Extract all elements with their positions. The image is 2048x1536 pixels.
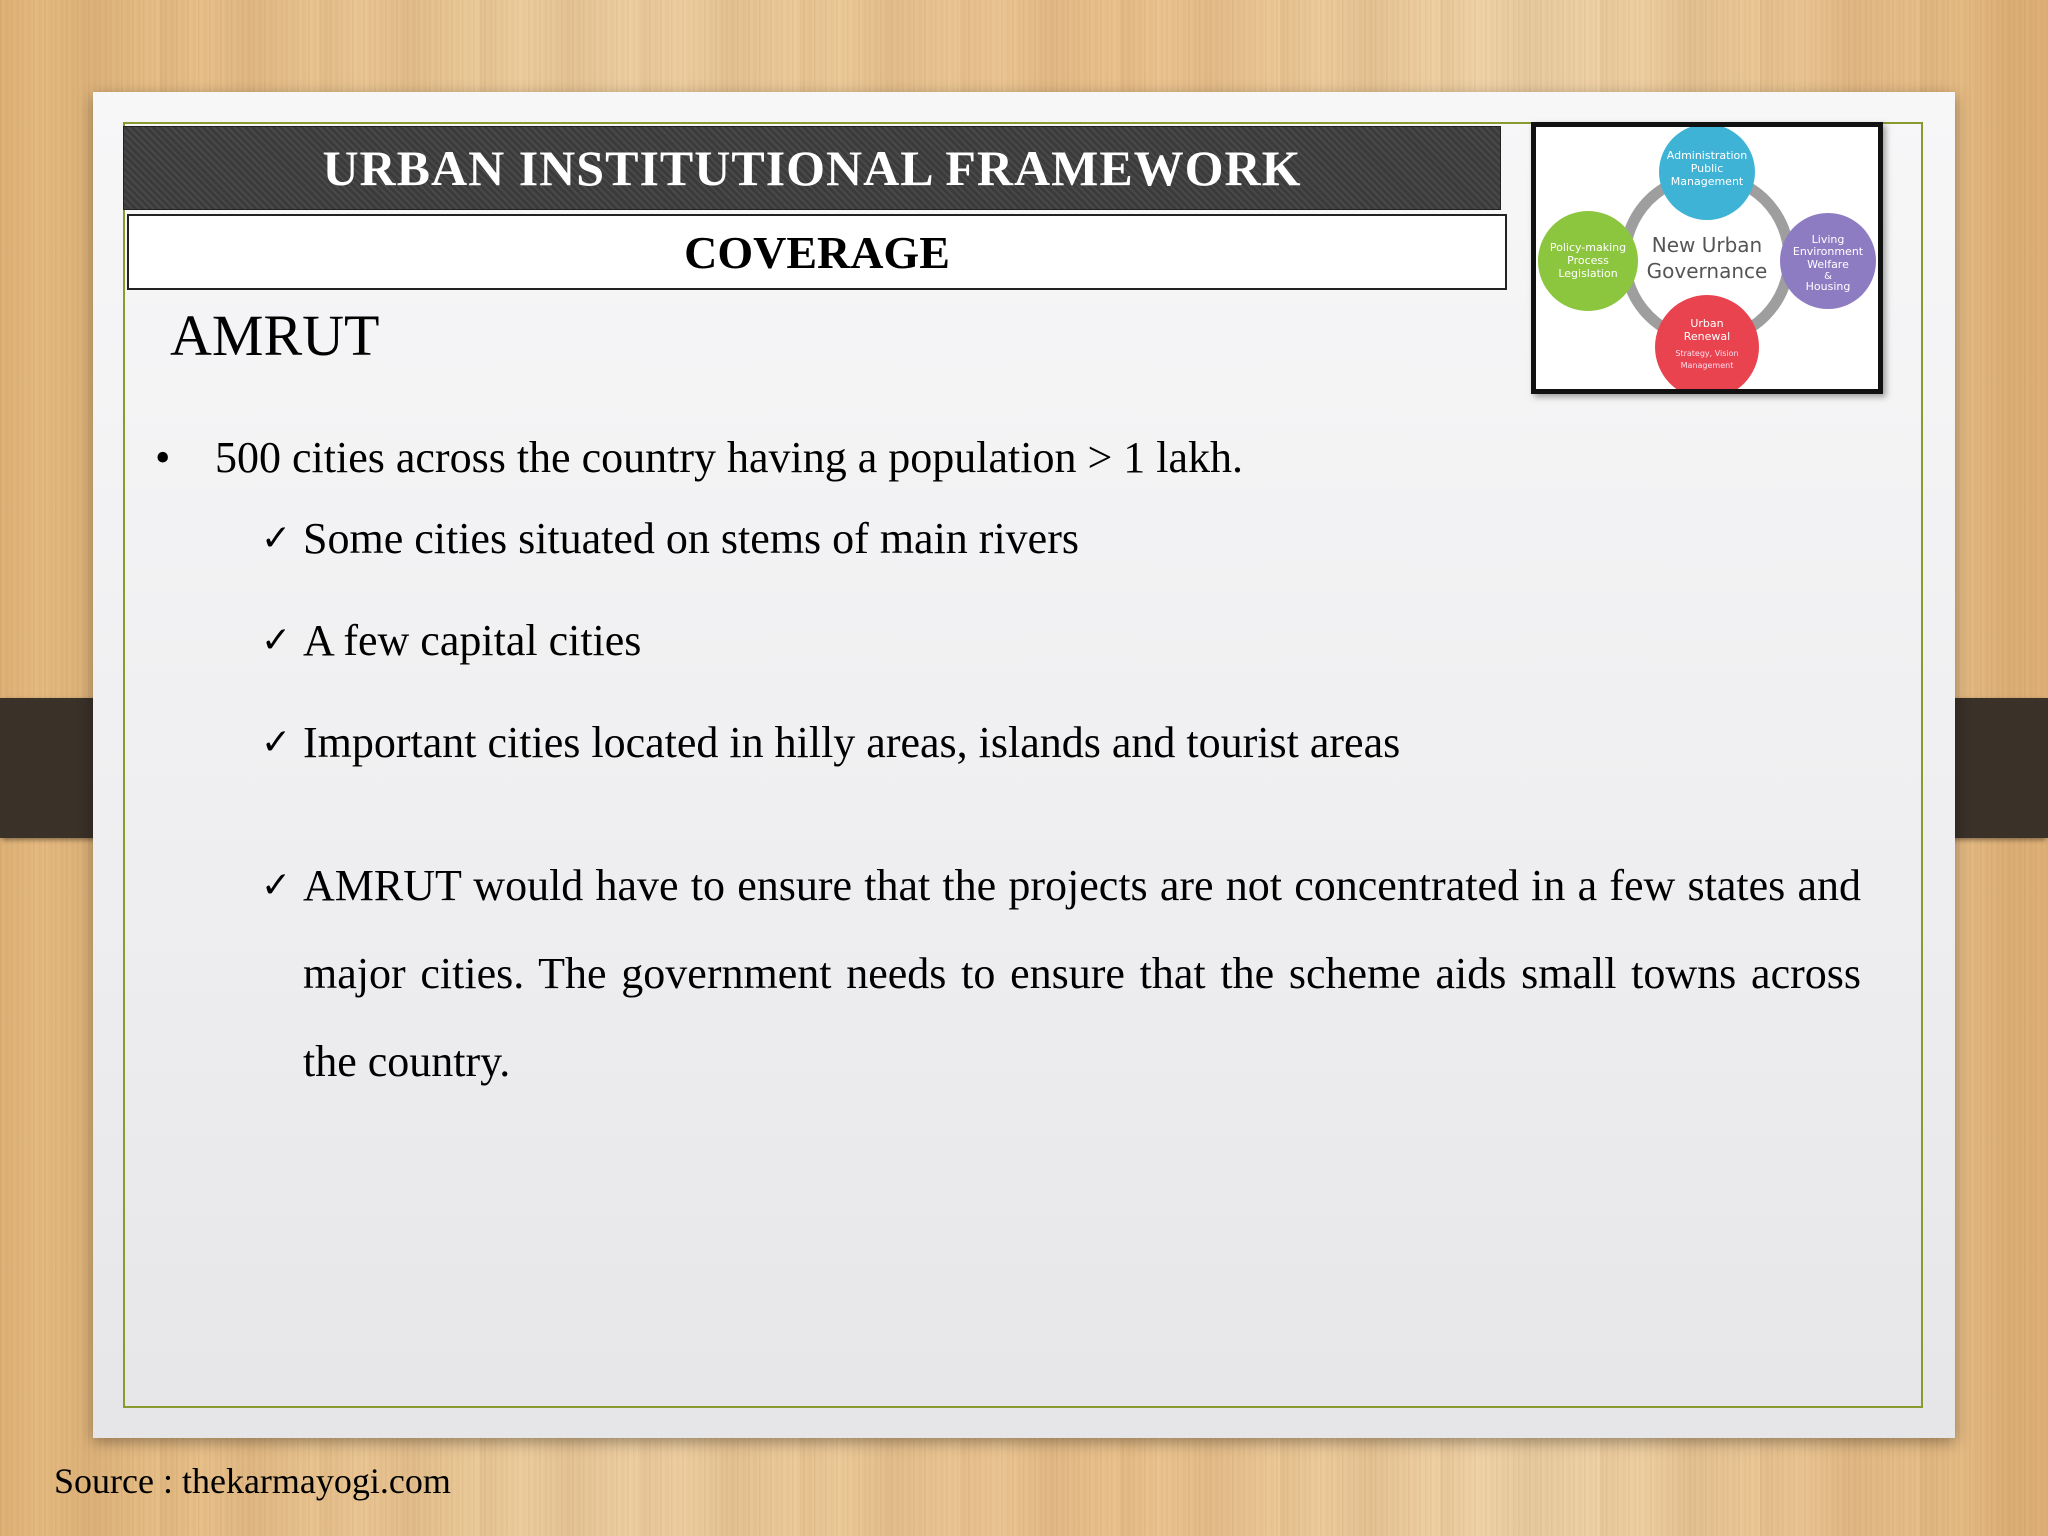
policy-label-2: Process xyxy=(1567,254,1609,267)
check-item-text: A few capital cities xyxy=(303,616,642,665)
check-item-3 xyxy=(261,714,1400,772)
living-label-4: & xyxy=(1824,271,1832,282)
policy-label-1: Policy-making xyxy=(1549,241,1627,254)
check-item-text: AMRUT would have to ensure that the projects are not concentrated in a few states and major cities. The government needs to ensure that the scheme aids small towns across the country. xyxy=(303,861,1861,1086)
bullet-marker: • xyxy=(155,433,171,482)
living-label-5: Housing xyxy=(1805,280,1851,293)
admin-label-2: Public xyxy=(1690,162,1724,175)
renewal-label-3: Strategy, Vision xyxy=(1675,349,1739,358)
check-item-text: Some cities situated on stems of main rivers xyxy=(303,514,1079,563)
bullet-text: 500 cities across the country having a population > 1 lakh. xyxy=(215,433,1244,482)
center-label-2: Governance xyxy=(1646,259,1768,283)
check-icon: ✓ xyxy=(261,620,292,661)
policy-label-3: Legislation xyxy=(1558,267,1618,280)
subtitle-box xyxy=(127,214,1507,290)
living-label-1: Living xyxy=(1811,233,1845,246)
living-label-3: Welfare xyxy=(1807,258,1849,271)
renewal-label-4: Management xyxy=(1680,361,1734,370)
center-label-1: New Urban xyxy=(1651,233,1763,257)
admin-label-1: Administration xyxy=(1666,149,1748,162)
governance-diagram xyxy=(1531,122,1883,394)
check-icon: ✓ xyxy=(261,865,292,906)
source-credit: Source : thekarmayogi.com xyxy=(54,1461,451,1501)
main-bullet xyxy=(155,432,1243,483)
slide-title: URBAN INSTITUTIONAL FRAMEWORK xyxy=(322,140,1302,196)
check-item-2 xyxy=(261,612,641,670)
check-icon: ✓ xyxy=(261,518,292,559)
check-item-text: Important cities located in hilly areas, islands and tourist areas xyxy=(303,718,1401,767)
living-label-2: Environment xyxy=(1792,245,1864,258)
slide-paper xyxy=(93,92,1955,1438)
check-item-4 xyxy=(261,842,1961,1106)
admin-label-3: Management xyxy=(1670,175,1744,188)
renewal-label-1: Urban xyxy=(1690,317,1724,330)
governance-diagram-svg xyxy=(1536,127,1878,389)
check-item-1 xyxy=(261,510,1079,568)
check-icon: ✓ xyxy=(261,722,292,763)
renewal-label-2: Renewal xyxy=(1683,330,1731,343)
section-heading: AMRUT xyxy=(170,303,380,368)
slide-subtitle: COVERAGE xyxy=(684,226,950,278)
title-bar xyxy=(123,126,1501,210)
